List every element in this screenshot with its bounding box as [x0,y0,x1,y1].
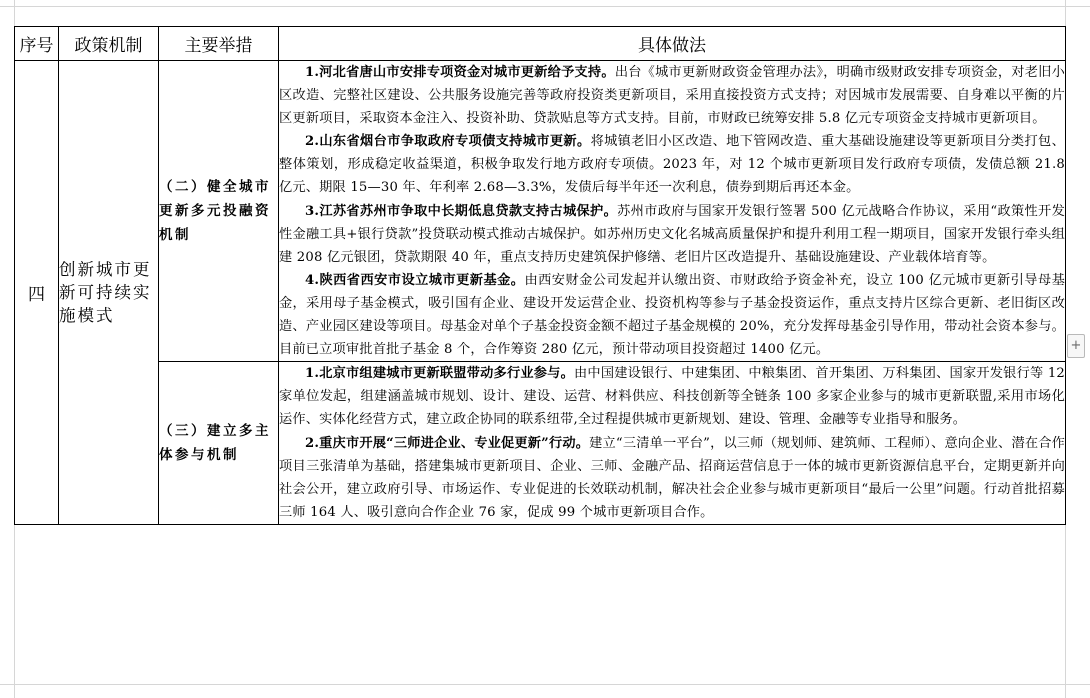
detail-body: 将城镇老旧小区改造、地下管网改造、重大基础设施建设等更新项目分类打包、整体策划，形成稳定收益渠道，积极争取发行地方政府专项债。2023 年，对 12 个城市更新项目发行政府专项债，发债总额 21.8 亿元、期限 15—30 年、年利率 2.68—3.3%，发债后每半年还一次利息，债券到期后再还本金。 [279,134,1066,196]
detail-lead: 1.北京市组建城市更新联盟带动多行业参与。 [305,366,575,382]
detail-lead: 2.重庆市开展“三师进企业、专业促更新”行动。 [305,435,590,451]
header-seq: 序号 [15,27,59,61]
details-cell [279,61,1066,362]
detail-paragraph [279,269,1065,361]
measure-cell: （二）健全城市更新多元投融资机制 [159,61,279,362]
detail-paragraph [279,130,1065,199]
header-measures: 主要举措 [159,27,279,61]
detail-lead: 4.陕西省西安市设立城市更新基金。 [305,272,525,288]
page-guide-top [0,6,1090,7]
detail-paragraph [279,200,1065,269]
detail-body: 建立“三清单一平台”，以三师（规划师、建筑师、工程师）、意向企业、潜在合作项目三张清单为基础，搭建集城市更新项目、企业、三师、金融产品、招商运营信息于一体的城市更新资源信息平台，定期更新并向社会公开，建立政府引导、市场运作、专业促进的长效联动机制，解决社会企业参与城市更新项目“最后一公里”问题。行动首批招募三师 164 人、吸引意向合作企业 76 家，促成 99 个城市更新项目合作。 [279,435,1065,520]
detail-lead: 3.江苏省苏州市争取中长期低息贷款支持古城保护。 [305,203,618,219]
mechanism-cell: 创新城市更新可持续实施模式 [59,61,159,525]
detail-body: 出台《城市更新财政资金管理办法》，明确市级财政安排专项资金，对老旧小区改造、完整社区建设、公共服务设施完善等政府投资类更新项目，采用直接投资方式支持；对因城市发展需要、自身难以平衡的片区更新项目，采取资本金注入、投资补助、贷款贴息等方式支持。目前，市财政已统筹安排 5.8 亿元专项资金支持城市更新项目。 [279,65,1065,127]
detail-paragraph [279,61,1065,130]
row-seq-cell: 四 [15,61,59,525]
detail-lead: 1.河北省唐山市安排专项资金对城市更新给予支持。 [305,65,615,80]
detail-body: 由中国建设银行、中建集团、中粮集团、首开集团、万科集团、国家开发银行等 12 家单位发起，组建涵盖城市规划、设计、建设、运营、材料供应、科技创新等全链条 100 多家企业参与的城市更新联盟,采用市场化运作、实体化经营方式，建立政企协同的联系纽带,全过程提供城市更新规划、建设、管理、金融等专业指导和服务。 [279,366,1066,428]
header-details: 具体做法 [279,27,1066,61]
details-cell [279,362,1066,525]
table-row [15,362,1066,525]
header-row [15,27,1066,61]
policy-table [14,26,1066,525]
detail-paragraph [279,432,1065,524]
measure-cell: （三）建立多主体参与机制 [159,362,279,525]
page-guide-bottom [0,684,1090,685]
detail-paragraph [279,362,1065,431]
add-row-button[interactable]: + [1067,334,1085,358]
detail-body: 由西安财金公司发起并认缴出资、市财政给予资金补充，设立 100 亿元城市更新引导母基金，采用母子基金模式，吸引国有企业、建设开发运营企业、投资机构等参与子基金投资运作，重点支持片区综合更新、老旧街区改造、产业园区建设等项目。母基金对单个子基金投资金额不超过子基金规模的 20%，充分发挥母基金引导作用，带动社会资本参与。目前已立项审批首批子基金 8 个，合作筹资 280 亿元，预计带动项目投资超过 1400 亿元。 [279,272,1066,358]
detail-lead: 2.山东省烟台市争取政府专项债支持城市更新。 [305,134,591,150]
table-row [15,61,1066,362]
header-mechanism: 政策机制 [59,27,159,61]
detail-body: 苏州市政府与国家开发银行签署 500 亿元战略合作协议，采用“政策性开发性金融工具+银行贷款”投贷联动模式推动古城保护。如苏州历史文化名城高质量保护和提升利用工程一期项目，国家开发银行牵头组建 208 亿元银团，贷款期限 40 年，重点支持历史建筑保护修缮、老旧片区改造提升、基础设施建设、产业载体培育等。 [279,203,1065,265]
